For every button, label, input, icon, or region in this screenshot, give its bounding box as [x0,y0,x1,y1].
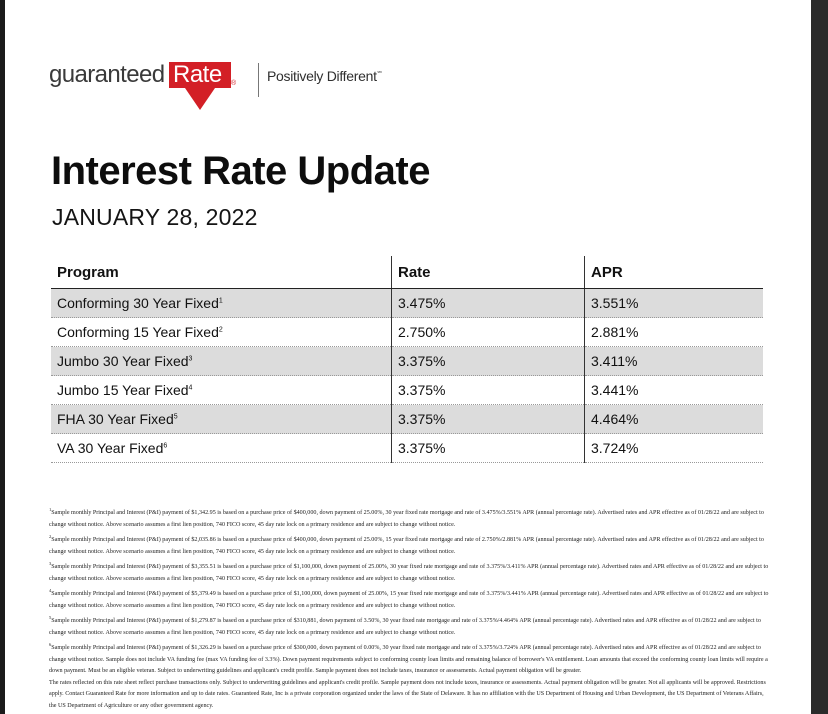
program-cell [51,347,392,376]
footnote-2 [49,531,769,558]
footnote-text: Sample monthly Principal and Interest (P&I) payment of $5,379.49 is based on a purchase price of $1,100,000, down payment of 25.00%, 15 year fixed rate mortgage and rate of 3.375%/3.441% APR (annual percentage rate). Advertised rates and APR effective as of 01/28/22 and are subject to change without notice. Above scenario assumes a first lien position, 740 FICO score, 45 day rate lock on a primary residence and are subject to change without notice. [49,591,769,609]
footnote-ref: 1 [218,297,223,305]
apr-cell: 3.411% [585,347,764,376]
footnote-ref: 3 [188,355,193,363]
program-cell [51,318,392,347]
rate-table [51,256,763,463]
tagline [267,68,383,84]
footnote-5 [49,612,769,639]
table-row [51,405,763,434]
footnote-number: 1 [49,507,52,512]
program-name: VA 30 Year Fixed [57,440,164,456]
window-frame-right [811,0,828,714]
table-header-row [51,256,763,289]
footnote-number: 6 [49,642,52,648]
apr-cell: 4.464% [585,405,764,434]
footnotes [49,504,769,712]
footnote-ref: 2 [218,326,223,334]
general-disclaimer: The rates reflected on this rate sheet reflect purchase transactions only. Subject to underwriting guidelines and applicant's credit profile. Sample payment does not include taxes, insurance or assessments. Actual payment obligation will be greater. Not all applicants will be approved. Restrictions apply. Contact Guaranteed Rate for more information and up to date rates. Guaranteed Rate, Inc is a private corporation organized under the laws of the State of Delaware. It has no affiliation with the US Department of Housing and Urban Development, the US Department of Veterans Affairs, the US Department of Agriculture or any other government agency. [49,679,766,709]
footnote-ref: 6 [163,442,168,450]
guaranteed-rate-logo [49,58,249,110]
program-name: Conforming 15 Year Fixed [57,324,219,340]
logo-registered-mark: ® [231,80,237,87]
document-page [5,0,811,714]
footnote-text: Sample monthly Principal and Interest (P&I) payment of $1,279.87 is based on a purchase price of $310,881, down payment of 3.50%, 30 year fixed rate mortgage and rate of 3.375%/4.464% APR (annual percentage rate). Advertised rates and APR effective as of 01/28/22 and are subject to change without notice. Above scenario assumes a first lien position, 740 FICO score, 45 day rate lock on a primary residence and are subject to change without notice. [49,618,761,636]
footnote-6 [49,639,769,678]
apr-cell: 3.551% [585,289,764,318]
column-header-apr: APR [585,256,764,289]
apr-cell: 3.441% [585,376,764,405]
column-header-program: Program [51,256,392,289]
table-row [51,347,763,376]
footnote-4 [49,585,769,612]
logo-word-rate: Rate [173,61,222,88]
footnote-number: 4 [49,588,52,594]
rate-cell: 3.375% [392,405,585,434]
page-title: Interest Rate Update [51,149,430,193]
rate-cell: 3.375% [392,347,585,376]
table-row [51,434,763,463]
footnote-number: 5 [49,615,52,621]
program-cell [51,376,392,405]
footnote-text: Sample monthly Principal and Interest (P&I) payment of $1,326.29 is based on a purchase price of $300,000, down payment of 0.00%, 30 year fixed rate mortgage and rate of 3.375%/3.724% APR (annual percentage rate). Advertised rates and APR effective as of 01/28/22 and are subject to change without notice. Sample does not include VA funding fee (max VA funding fee of 3.3%). Down payment requirements subject to conforming county loan limits and remaining balance of borrower's VA entitlement. Loan amounts that exceed the conforming county loan limits will require a down payment. Must be an eligible veteran. Subject to underwriting guidelines and applicant's credit profile. Sample payment does not include taxes, insurance or assessments. Actual payment obligation will be greater. [49,645,768,675]
apr-cell: 2.881% [585,318,764,347]
program-cell [51,405,392,434]
program-name: Jumbo 30 Year Fixed [57,353,189,369]
program-name: Jumbo 15 Year Fixed [57,382,189,398]
rate-cell: 3.475% [392,289,585,318]
footnote-text: Sample monthly Principal and Interest (P&I) payment of $3,355.51 is based on a purchase price of $1,100,000, down payment of 25.00%, 30 year fixed rate mortgage and rate of 3.375%/3.411% APR (annual percentage rate). Advertised rates and APR effective as of 01/28/22 and are subject to change without notice. Above scenario assumes a first lien position, 740 FICO score, 45 day rate lock on a primary residence and are subject to change without notice. [49,564,769,582]
footnote-number: 3 [49,561,52,567]
footnote-3 [49,558,769,585]
program-cell [51,434,392,463]
column-header-rate: Rate [392,256,585,289]
footnote-1 [49,504,769,531]
footnote-ref: 4 [188,384,193,392]
rate-cell: 3.375% [392,376,585,405]
apr-cell: 3.724% [585,434,764,463]
page-date: JANUARY 28, 2022 [52,204,258,230]
logo-word-guaranteed: guaranteed [49,61,165,88]
footnote-ref: 5 [173,413,178,421]
footnote-text: Sample monthly Principal and Interest (P&I) payment of $2,035.86 is based on a purchase price of $400,000, down payment of 25.00%, 15 year fixed rate mortgage and rate of 2.750%/2.881% APR (annual percentage rate). Advertised rates and APR effective as of 01/28/22 and are subject to change without notice. Above scenario assumes a first lien position, 740 FICO score, 45 day rate lock on a primary residence and are subject to change without notice. [49,537,764,555]
program-name: FHA 30 Year Fixed [57,411,174,427]
rate-cell: 3.375% [392,434,585,463]
program-cell [51,289,392,318]
footnote-number: 2 [49,534,52,540]
rate-cell: 2.750% [392,318,585,347]
program-name: Conforming 30 Year Fixed [57,295,219,311]
tagline-service-mark: ℠ [376,71,383,78]
table-row [51,289,763,318]
table-row [51,318,763,347]
footnote-text: Sample monthly Principal and Interest (P&I) payment of $1,342.95 is based on a purchase price of $400,000, down payment of 25.00%, 30 year fixed rate mortgage and rate of 3.475%/3.551% APR (annual percentage rate). Advertised rates and APR effective as of 01/28/22 and are subject to change without notice. Above scenario assumes a first lien position, 740 FICO score, 45 day rate lock on a primary residence and are subject to change without notice. [49,510,764,528]
logo-divider [258,63,259,97]
tagline-text: Positively Different [267,68,377,84]
table-row [51,376,763,405]
